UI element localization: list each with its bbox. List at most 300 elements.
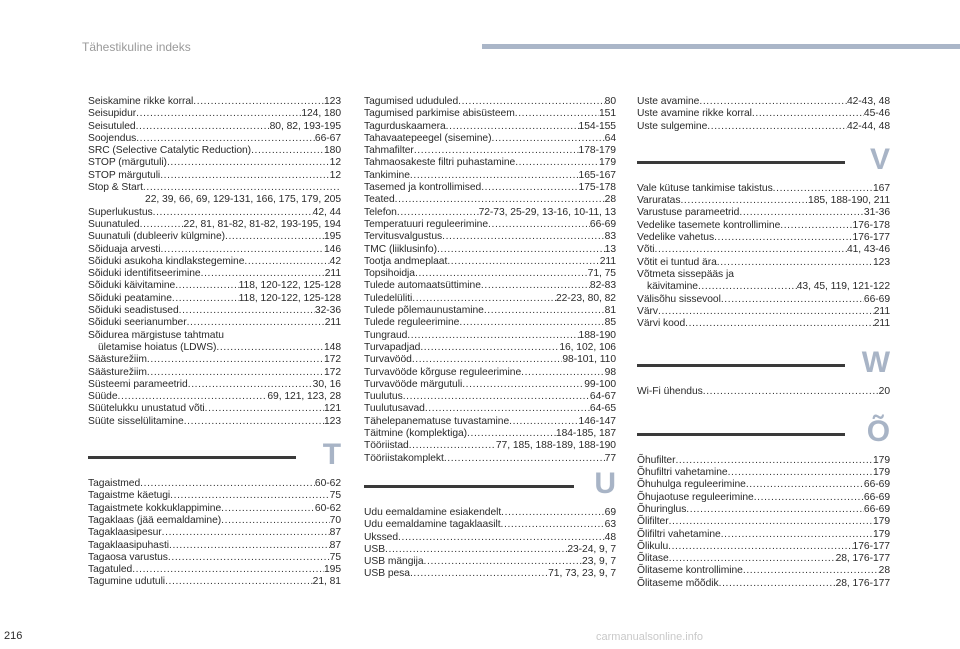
entry-term: Sõiduki asukoha kindlakstegemine: [88, 255, 245, 267]
index-entry: [88, 96, 341, 108]
index-entry: [637, 492, 890, 504]
entry-term: Täitmine (komplektiga): [364, 428, 468, 440]
entry-term: Tulede automaatsüttimine: [364, 280, 481, 292]
leader-dots: [658, 306, 874, 318]
index-entry: [88, 503, 341, 515]
index-entry: [637, 121, 890, 133]
leader-dots: [136, 108, 301, 120]
entry-term-cont: ületamise hoiatus (LDWS): [98, 341, 217, 353]
index-entry: [364, 121, 616, 133]
entry-term: Õhuhulga reguleerimine: [637, 479, 746, 491]
section-w: [637, 344, 890, 384]
leader-dots: [501, 519, 605, 531]
entry-pages: 41, 43-46: [846, 244, 890, 256]
entry-pages: 176-178: [852, 219, 890, 231]
leader-dots: [437, 244, 605, 256]
index-entry: [364, 440, 616, 452]
leader-dots: [719, 578, 836, 590]
index-entry: [364, 231, 616, 243]
leader-dots: [675, 455, 873, 467]
entry-pages: 42: [329, 255, 341, 267]
entry-pages: 83: [604, 231, 616, 243]
leader-dots: [669, 516, 873, 528]
entry-term: Tagaistmed: [88, 478, 141, 490]
index-entry: [88, 490, 341, 502]
leader-dots: [680, 195, 808, 207]
entry-term: Telefon: [364, 206, 397, 218]
index-entry: [88, 527, 341, 539]
leader-dots: [655, 244, 847, 256]
leader-dots: [703, 386, 879, 398]
entry-pages: 179: [872, 516, 890, 528]
entry-pages: 118, 120-122, 125-128: [238, 292, 341, 304]
index-entry: [88, 515, 341, 527]
entry-term: STOP märgutuli: [88, 169, 161, 181]
leader-dots: [118, 391, 268, 403]
index-entry: [364, 96, 616, 108]
entry-pages: 71, 73, 23, 9, 7: [548, 568, 616, 580]
leader-dots: [385, 544, 567, 556]
entry-term: Suunatuled: [88, 218, 140, 230]
entry-term: USB pesa: [364, 568, 410, 580]
entry-term: USB: [364, 543, 386, 555]
entry-pages: 172: [323, 354, 341, 366]
watermark: carmanualsonline.info: [596, 631, 704, 643]
index-entry: [637, 257, 890, 269]
entry-pages: 21, 81: [312, 576, 341, 588]
leader-dots: [415, 268, 588, 280]
leader-dots: [168, 552, 330, 564]
entry-term: Tulede põlemaunustamine: [364, 305, 484, 317]
entry-pages: 176-177: [852, 540, 890, 552]
index-entry: [364, 532, 616, 544]
index-entry: [637, 269, 890, 294]
leader-dots: [754, 492, 864, 504]
entry-term: Vale kütuse tankimise takistus: [637, 182, 773, 194]
entry-pages: 123: [872, 256, 890, 268]
entries: [637, 386, 890, 398]
leader-dots: [424, 556, 583, 568]
page-header-title: Tähestikuline indeks: [82, 40, 191, 54]
entry-pages: 195: [323, 231, 341, 243]
index-entry: [364, 330, 616, 342]
index-entry: [88, 391, 341, 403]
entry-term: Sõiduaja arvesti: [88, 243, 161, 255]
leader-dots: [459, 317, 604, 329]
entry-term: Seisutuled: [88, 120, 136, 132]
entry-term: Wi-Fi ühendus: [637, 386, 703, 398]
leader-dots: [685, 318, 874, 330]
entry-term: Teated: [364, 194, 395, 206]
entry-term: Õlitaseme mõõdik: [637, 577, 719, 589]
entry-pages: 179: [872, 454, 890, 466]
entry-term: Õhufilter: [637, 454, 676, 466]
leader-dots: [714, 232, 852, 244]
index-entry: [637, 541, 890, 553]
leader-dots: [172, 293, 239, 305]
leader-dots: [132, 564, 324, 576]
leader-dots: [412, 293, 556, 305]
entry-pages: 16, 102, 106: [559, 341, 616, 353]
entry-term: Tungraud: [364, 329, 408, 341]
entry-pages: 146: [323, 243, 341, 255]
section-o: [637, 413, 890, 453]
index-entry: [364, 391, 616, 403]
leader-dots: [410, 170, 579, 182]
leader-dots: [403, 391, 590, 403]
index-entry: [637, 386, 890, 398]
index-entry: [637, 207, 890, 219]
entry-pages: 176-177: [852, 232, 890, 244]
index-entry: [364, 256, 616, 268]
leader-dots: [668, 541, 852, 553]
entry-pages: 211: [599, 255, 616, 267]
leader-dots: [515, 157, 599, 169]
index-entry: [88, 305, 341, 317]
leader-dots: [409, 440, 496, 452]
leader-dots: [205, 403, 324, 415]
entry-term: Õhufiltri vahetamine: [637, 467, 728, 479]
index-entry: [88, 157, 341, 169]
entry-pages: 179: [598, 157, 616, 169]
entry-term: Tööriistad: [364, 440, 409, 452]
leader-dots: [707, 121, 847, 133]
entry-term: SRC (Selective Catalytic Reduction): [88, 145, 252, 157]
entry-pages: 179: [872, 467, 890, 479]
index-entry: [364, 544, 616, 556]
leader-dots: [462, 379, 584, 391]
index-entry: [88, 564, 341, 576]
entry-pages: 82-83: [589, 280, 616, 292]
index-entry: [88, 367, 341, 379]
entry-pages: 165-167: [578, 169, 616, 181]
entry-pages: 60-62: [314, 502, 341, 514]
leader-dots: [467, 428, 556, 440]
leader-dots: [160, 244, 324, 256]
entry-pages: 123: [323, 415, 341, 427]
entry-pages: 23, 9, 7: [582, 556, 616, 568]
index-entry: [364, 182, 616, 194]
entry-term: Õlitaseme kontrollimine: [637, 565, 743, 577]
entry-pages: 195: [323, 564, 341, 576]
entry-term: Tootja andmeplaat: [364, 255, 448, 267]
index-entry: [88, 256, 341, 268]
leader-dots: [721, 294, 864, 306]
index-entry: [88, 330, 341, 355]
entry-term: Tagaklaasipuhasti: [88, 539, 170, 551]
entry-pages: 42, 44: [312, 206, 341, 218]
leader-dots: [397, 207, 479, 219]
leader-dots: [484, 305, 605, 317]
leader-dots: [193, 96, 324, 108]
entry-pages: 85: [604, 317, 616, 329]
entry-pages: 48: [604, 531, 616, 543]
section-t: [88, 436, 341, 476]
entry-term: Sõiduki identifitseerimine: [88, 268, 201, 280]
entry-pages: 12: [329, 157, 341, 169]
index-entry: [88, 317, 341, 329]
entry-term: Uste sulgemine: [637, 120, 708, 132]
index-entry: [364, 403, 616, 415]
index-column-3: [637, 96, 890, 590]
index-entry: [88, 231, 341, 243]
entry-term: Udu eemaldamine tagaklaasilt: [364, 519, 501, 531]
entry-term: Topsihoidja: [364, 268, 415, 280]
entry-pages: 121: [323, 403, 341, 415]
index-entry: [364, 268, 616, 280]
entry-term: Säästurežiim: [88, 354, 147, 366]
entry-pages: 184-185, 187: [555, 428, 616, 440]
index-entry: [637, 479, 890, 491]
leader-dots: [717, 257, 873, 269]
index-entry: [364, 108, 616, 120]
entry-term: Värv: [637, 305, 658, 317]
entry-pages: 151: [598, 108, 616, 120]
leader-dots: [447, 256, 599, 268]
index-entry: [364, 305, 616, 317]
index-column-1: [88, 96, 341, 589]
index-entry: [88, 145, 341, 157]
entry-term-cont: käivitamine: [647, 281, 698, 293]
entry-term: Tagaistmete kokkuklappimine: [88, 502, 222, 514]
leader-dots: [515, 108, 599, 120]
index-entry: [637, 294, 890, 306]
entry-term: Tagaklaas (jää eemaldamine): [88, 514, 222, 526]
index-entry: [364, 219, 616, 231]
entry-pages: 154-155: [578, 120, 616, 132]
entry-pages: 60-62: [314, 478, 341, 490]
leader-dots: [147, 354, 324, 366]
index-entry: [88, 219, 341, 231]
leader-dots: [721, 529, 873, 541]
entry-term: Temperatuuri reguleerimine: [364, 218, 489, 230]
section-u: [364, 465, 616, 505]
leader-dots: [414, 145, 579, 157]
leader-dots: [170, 490, 329, 502]
index-entry: [364, 244, 616, 256]
entries: [637, 455, 890, 590]
leader-dots: [420, 342, 559, 354]
entry-pages: 167: [872, 182, 890, 194]
entry-term: Uste avamine rikke korral: [637, 108, 752, 120]
entry-term: Soojendus: [88, 132, 137, 144]
entry-term: Turvavööde kõrguse reguleerimine: [364, 366, 522, 378]
index-entry: [364, 133, 616, 145]
leader-dots: [407, 330, 578, 342]
entry-pages: 66-69: [863, 503, 890, 515]
entry-term: Tagatuled: [88, 564, 133, 576]
entry-term: Sõiduki käivitamine: [88, 280, 176, 292]
entry-term: Õlitase: [637, 553, 669, 565]
leader-dots: [167, 157, 330, 169]
entry-pages: 28: [878, 565, 890, 577]
section-letter: T: [322, 438, 341, 472]
leader-dots: [481, 280, 590, 292]
entry-pages: 64: [604, 132, 616, 144]
entry-pages: 63: [604, 519, 616, 531]
section-letter: U: [594, 466, 616, 500]
leader-dots: [686, 504, 864, 516]
entry-term: Vedelike vahetus: [637, 232, 715, 244]
leader-dots: [410, 568, 548, 580]
index-column-2: [364, 96, 616, 581]
entry-term: Tööriistakomplekt: [364, 452, 444, 464]
entry-pages: 42-43, 48: [846, 96, 890, 107]
entry-pages: 64-67: [589, 391, 616, 403]
leader-dots: [481, 182, 578, 194]
leader-dots: [752, 108, 864, 120]
entry-term: Sõiduki seerianumber: [88, 317, 187, 329]
entry-pages: 211: [873, 305, 890, 317]
leader-dots: [216, 342, 324, 354]
entry-pages: 188-190: [578, 329, 616, 341]
index-entry: [364, 280, 616, 292]
entry-pages: 32-36: [314, 305, 341, 317]
entry-pages: 178-179: [578, 145, 616, 157]
index-entry: [88, 244, 341, 256]
section-rule: [637, 161, 845, 164]
index-entry: [88, 379, 341, 391]
section-rule: [637, 433, 845, 436]
index-entry: [637, 553, 890, 565]
index-entry: [88, 293, 341, 305]
index-entry: [637, 183, 890, 195]
leader-dots: [165, 576, 313, 588]
entry-term: Õhujaotuse reguleerimine: [637, 491, 754, 503]
entry-term: Õlifilter: [637, 516, 669, 528]
section-rule: [364, 485, 574, 488]
entry-pages: 123: [323, 96, 341, 107]
entry-term: Välisõhu sissevool: [637, 293, 721, 305]
entry-term: Tagaistme käetugi: [88, 490, 171, 502]
index-entry: [637, 96, 890, 108]
entry-pages: 81: [604, 305, 616, 317]
leader-dots: [143, 182, 341, 194]
entry-term: TMC (liiklusinfo): [364, 243, 437, 255]
entry-pages: 80: [604, 96, 616, 107]
entry-pages: 175-178: [578, 182, 616, 194]
index-entry: [88, 552, 341, 564]
header-bar: [482, 44, 960, 49]
index-entry: [364, 354, 616, 366]
entry-term: Süsteemi parameetrid: [88, 378, 188, 390]
index-entry: [364, 519, 616, 531]
entries: [637, 183, 890, 331]
index-entry: [637, 244, 890, 256]
entry-pages: 211: [324, 268, 341, 280]
entry-pages: 72-73, 25-29, 13-16, 10-11, 13: [478, 206, 616, 218]
entry-term: Tahmafilter: [364, 145, 414, 157]
entry-pages: 22, 39, 66, 69, 129-131, 166, 175, 179, 205: [145, 194, 341, 206]
index-entry: [364, 367, 616, 379]
leader-dots: [225, 231, 324, 243]
index-entry: [88, 280, 341, 292]
entry-term: USB mängija: [364, 556, 424, 568]
entry-pages: 77, 185, 188-189, 188-190: [495, 440, 616, 452]
leader-dots: [147, 367, 324, 379]
entry-term: Tuledelüliti: [364, 292, 413, 304]
section-letter: W: [861, 346, 890, 380]
leader-dots: [140, 478, 315, 490]
leader-dots: [153, 207, 313, 219]
entry-term: Tagaosa varustus: [88, 551, 168, 563]
entry-term: Ukssed: [364, 531, 399, 543]
leader-dots: [160, 170, 329, 182]
leader-dots: [501, 507, 604, 519]
entry-term: Tuulutusavad: [364, 403, 425, 415]
index-entry: [637, 318, 890, 330]
entry-pages: 148: [323, 341, 341, 353]
index-entry: [637, 516, 890, 528]
leader-dots: [773, 183, 873, 195]
page-number: 216: [4, 630, 23, 642]
entries: [88, 96, 341, 428]
entry-pages: 211: [324, 317, 341, 329]
entry-pages: 70: [329, 514, 341, 526]
entry-pages: 124, 180: [301, 108, 341, 120]
leader-dots: [175, 280, 238, 292]
leader-dots: [488, 219, 590, 231]
leader-dots: [728, 467, 873, 479]
entry-pages: 30, 16: [312, 378, 341, 390]
leader-dots: [398, 532, 605, 544]
index-entry: [364, 194, 616, 206]
entry-pages: 13: [604, 243, 616, 255]
section-rule: [637, 364, 845, 367]
entry-pages: 28, 176-177: [835, 553, 890, 565]
leader-dots: [446, 121, 579, 133]
section-v: [637, 141, 890, 181]
leader-dots: [169, 540, 330, 552]
index-entry: [88, 416, 341, 428]
index-entry: [88, 354, 341, 366]
entry-pages: 66-69: [863, 479, 890, 491]
leader-dots: [412, 354, 563, 366]
index-entry: [88, 207, 341, 219]
leader-dots: [458, 96, 605, 108]
entry-pages: 211: [873, 318, 890, 330]
entry-term: Turvapadjad: [364, 341, 421, 353]
index-entry: [88, 133, 341, 145]
entry-term: Tahmaosakeste filtri puhastamine: [364, 157, 516, 169]
index-entry: [637, 467, 890, 479]
entry-pages: 45-46: [863, 108, 890, 120]
entry-term: Süütelukku unustatud võti: [88, 403, 205, 415]
index-entry: [88, 108, 341, 120]
index-entry: [364, 416, 616, 428]
entry-term: Tähelepanematuse tuvastamine: [364, 415, 510, 427]
entry-term: Stop & Start: [88, 182, 143, 194]
entry-term: Superlukustus: [88, 206, 153, 218]
entry-pages: 66-69: [589, 218, 616, 230]
index-entry: [88, 182, 341, 207]
entry-term: Sõidurea märgistuse tahtmatu: [88, 329, 224, 341]
leader-dots: [780, 220, 852, 232]
index-entry: [364, 568, 616, 580]
index-entry: [364, 453, 616, 465]
entry-pages: 172: [323, 366, 341, 378]
entry-pages: 75: [329, 490, 341, 502]
entry-pages: 23-24, 9, 7: [567, 543, 616, 555]
index-entry: [88, 268, 341, 280]
index-entry: [637, 578, 890, 590]
leader-dots: [699, 96, 847, 108]
index-entry: [364, 342, 616, 354]
entry-pages: 179: [872, 528, 890, 540]
entry-pages: 69, 121, 123, 28: [267, 391, 341, 403]
entry-pages: 28: [604, 194, 616, 206]
index-entry: [364, 556, 616, 568]
